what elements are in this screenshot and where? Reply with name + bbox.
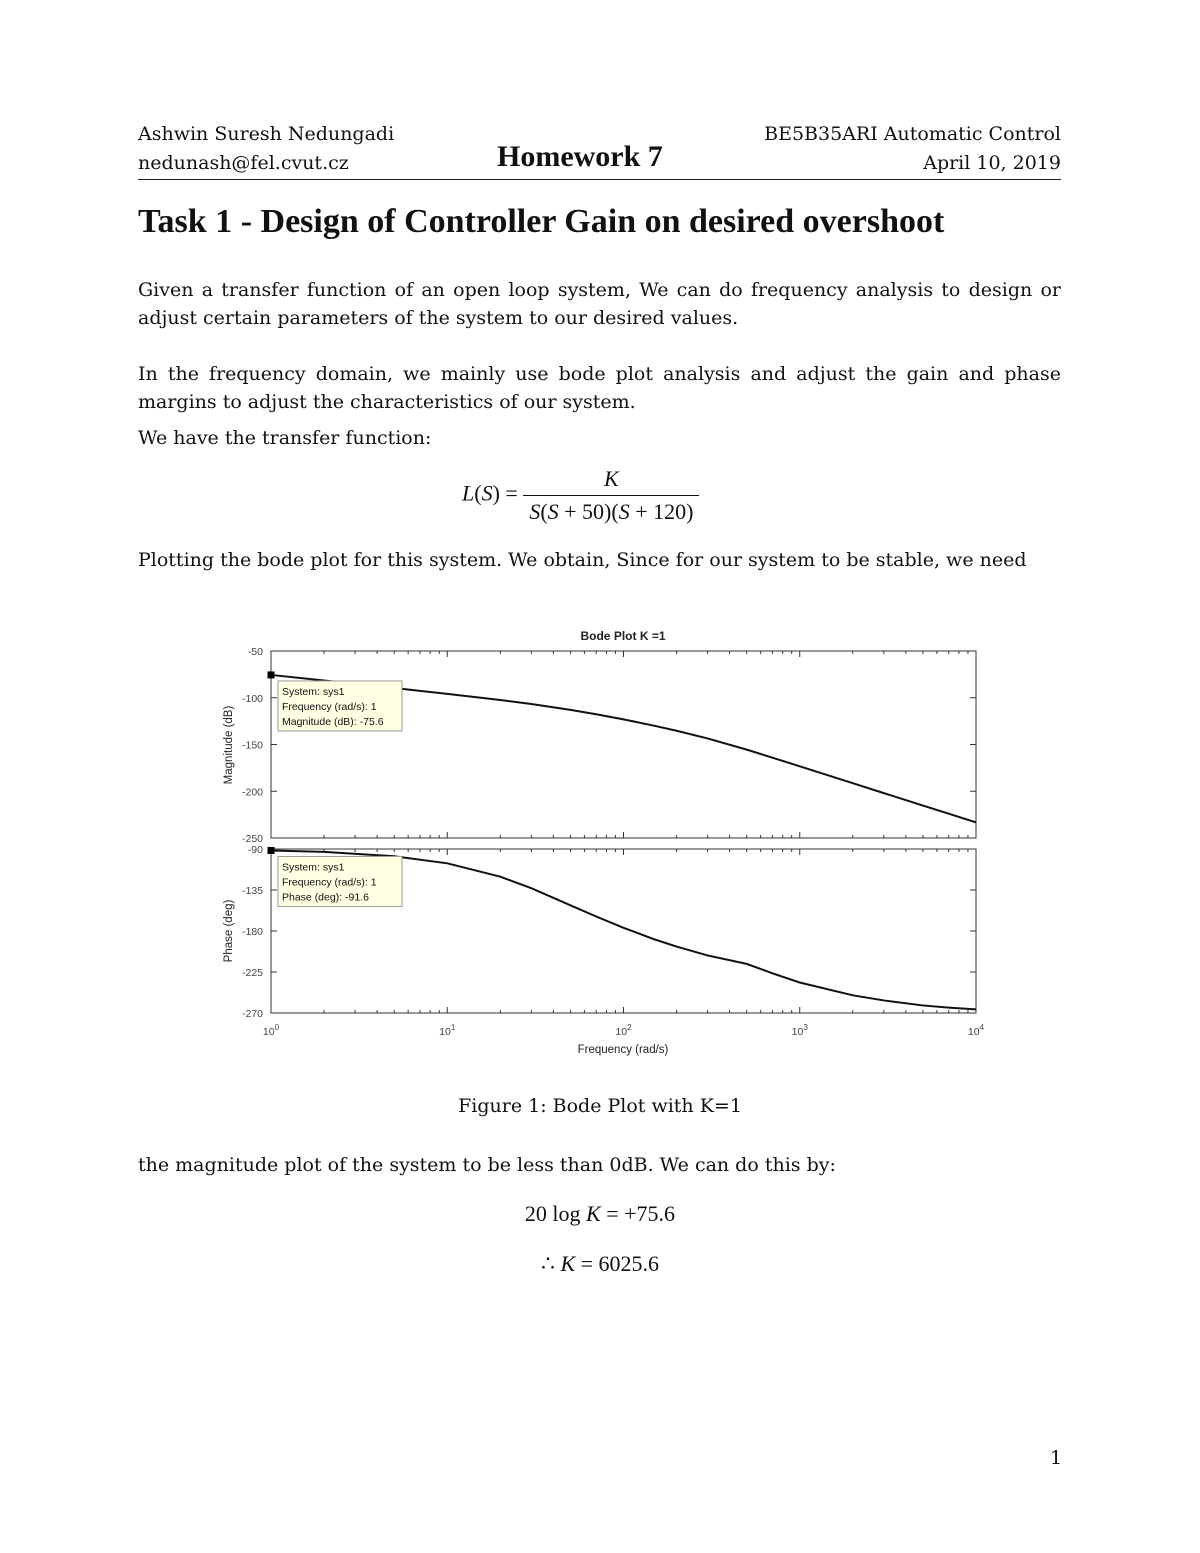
x-tick-label: $10^3$ [791, 1023, 808, 1038]
x-tick-label: $10^1$ [439, 1023, 456, 1038]
datatip-text: Frequency (rad/s): 1 [282, 876, 377, 889]
y-tick-label: -250 [241, 833, 263, 845]
tf-denominator [523, 496, 699, 525]
y-tick-label: -150 [241, 739, 263, 752]
phase-axis-label: Phase (deg) [223, 899, 235, 963]
y-tick-label: -135 [241, 885, 263, 897]
datatip-marker[interactable] [268, 671, 275, 678]
tf-den-part: + 120) [629, 499, 694, 524]
tf-den-part: ( [540, 499, 548, 524]
therefore-symbol: ∴ [540, 1251, 561, 1276]
gain-equation [0, 1201, 1200, 1227]
task-heading: Task 1 - Design of Controller Gain on desired overshoot [138, 203, 945, 240]
bode-plot-figure [205, 620, 995, 1065]
tf-numerator: K [523, 466, 699, 496]
datatip-text: Magnitude (dB): -75.6 [282, 715, 384, 728]
frequency-axis-label: Frequency (rad/s) [577, 1044, 669, 1056]
y-tick-label: -225 [241, 967, 263, 979]
x-tick-label: $10^2$ [615, 1023, 632, 1038]
x-tick-exponent: 4 [979, 1023, 985, 1032]
datatip-text: System: sys1 [282, 685, 345, 698]
y-tick-label: -100 [241, 692, 263, 705]
author-name: Ashwin Suresh Nedungadi [138, 123, 395, 145]
y-tick-label: -200 [241, 786, 263, 799]
tf-den-s: S [618, 499, 630, 524]
datatip-text: Phase (deg): -91.6 [282, 891, 369, 904]
header-rule [138, 179, 1061, 180]
y-tick-label: -90 [247, 844, 263, 856]
y-tick-label: -180 [241, 926, 263, 938]
magnitude-axes [271, 651, 976, 838]
y-tick-label: -270 [241, 1008, 263, 1020]
paragraph-transfer-function-intro: We have the transfer function: [138, 427, 432, 449]
document-title: Homework 7 [497, 140, 663, 173]
tf-den-part: + 50)( [558, 499, 619, 524]
gain-variable: K [586, 1201, 601, 1226]
y-tick-label: -50 [247, 646, 263, 658]
datatip-marker[interactable] [268, 847, 275, 854]
figure-caption: Figure 1: Bode Plot with K=1 [458, 1095, 742, 1117]
tf-den-s: S [547, 499, 559, 524]
x-tick-exponent: 0 [274, 1023, 280, 1032]
k-variable: K [560, 1251, 576, 1276]
x-tick-label: $10^0$ [262, 1023, 280, 1038]
paragraph-magnitude-condition: the magnitude plot of the system to be less than 0dB. We can do this by: [138, 1154, 836, 1176]
tf-lhs-function: L [462, 480, 475, 506]
magnitude-axis-label: Magnitude (dB) [223, 705, 235, 785]
transfer-function-equation: L(S) = $\frac{K}{S(S + 50)(S + 120)}$ [462, 466, 699, 525]
document-date: April 10, 2019 [923, 152, 1061, 174]
page-number: 1 [1050, 1447, 1063, 1469]
x-tick-exponent: 3 [803, 1023, 808, 1032]
gain-log-prefix: 20 log [524, 1201, 587, 1226]
k-value: = 6025.6 [575, 1251, 660, 1276]
paragraph-bode-intro: Plotting the bode plot for this system. We obtain, Since for our system to be stable, we need [138, 549, 1027, 571]
chart-title: Bode Plot K =1 [580, 629, 666, 643]
tf-lhs-variable: S [481, 480, 493, 506]
paragraph-frequency-domain: In the frequency domain, we mainly use bode plot analysis and adjust the gain and phase margins to adjust the characteristics of our system. [138, 363, 1061, 413]
x-tick-label: $10^4$ [967, 1023, 985, 1038]
k-result-equation [0, 1251, 1200, 1277]
tf-den-s: S [529, 499, 541, 524]
x-tick-exponent: 2 [627, 1023, 632, 1032]
tf-fraction [523, 466, 699, 525]
datatip-text: Frequency (rad/s): 1 [282, 700, 377, 713]
x-tick-exponent: 1 [450, 1023, 456, 1032]
datatip-text: System: sys1 [282, 861, 345, 874]
course-name: BE5B35ARI Automatic Control [764, 123, 1061, 145]
paragraph-intro: Given a transfer function of an open loop system, We can do frequency analysis to design or adjust certain parameters of the system to our desired values. [138, 279, 1061, 329]
author-email: nedunash@fel.cvut.cz [138, 152, 349, 174]
gain-value: = +75.6 [600, 1201, 676, 1226]
